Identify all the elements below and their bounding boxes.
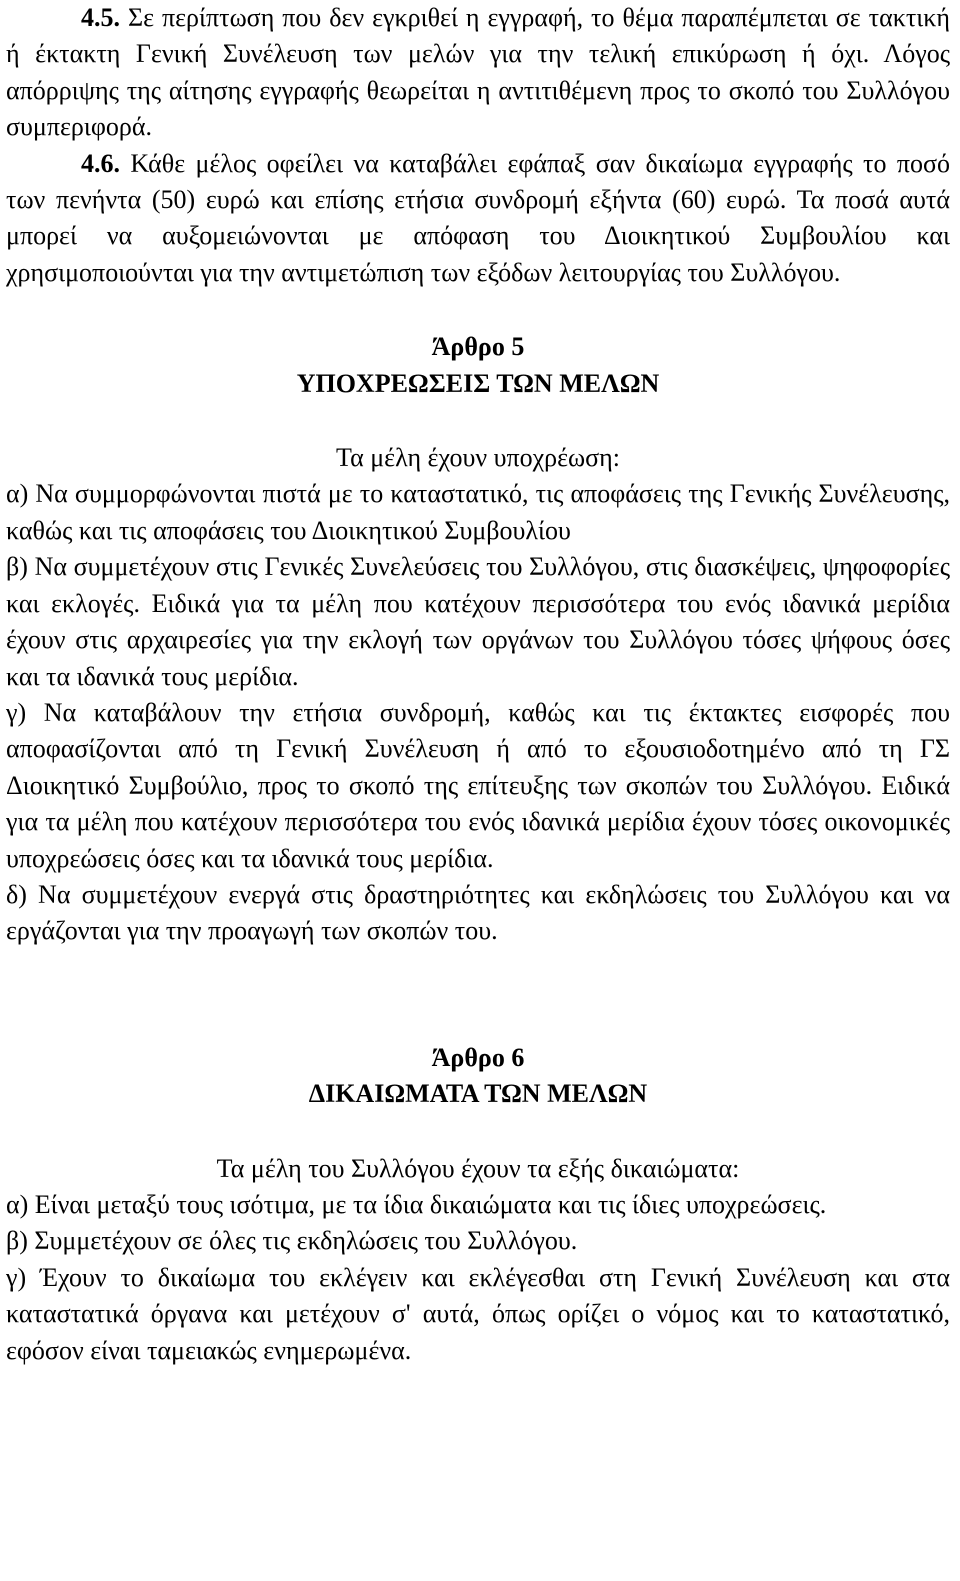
spacer [6,950,950,1040]
spacer [6,1113,950,1151]
paragraph-number: 4.5. [81,3,120,32]
document-page [6,0,950,1369]
paragraph-number: 4.6. [81,148,120,178]
article-6-item-b: β) Συμμετέχουν σε όλες τις εκδηλώσεις του Συλλόγου. [6,1226,578,1256]
article-5-item-a: α) Να συμμορφώνονται πιστά με το καταστατικό, τις αποφάσεις της Γενικής Συνέλευσης, καθώς και τις αποφάσεις του Διοικητικού Συμβουλίου [6,479,950,545]
article-5-number: Άρθρο 5 [431,332,525,362]
paragraph-4-6 [6,146,950,292]
spacer [6,402,950,440]
article-5-item-c: γ) Να καταβάλουν την ετήσια συνδρομή, καθώς και τις έκτακτες εισφορές που αποφασίζονται από τη Γενική Συνέλευση ή από το εξουσιοδοτημένο από τη ΓΣ Διοικητικό Συμβούλιο, προς το σκοπό της επίτευξης των σκοπών του Συλλόγου. Ειδικά για τα μέλη που κατέχουν περισσότερα του ενός ιδανικά μερίδια έχουν τόσες οικονομικές υποχρεώσεις όσες και τα ιδανικά τους μερίδια. [6,697,950,873]
article-6-item-c: γ) Έχουν το δικαίωμα του εκλέγειν και εκλέγεσθαι στη Γενική Συνέλευση και στα καταστατικά όργανα και μετέχουν σ' αυτά, όπως ορίζει ο νόμος και το καταστατικό, εφόσον είναι ταμειακώς ενημερωμένα. [6,1262,950,1365]
article-6-intro: Τα μέλη του Συλλόγου έχουν τα εξής δικαιώματα: [216,1153,740,1183]
paragraph-text: Κάθε μέλος οφείλει να καταβάλει εφάπαξ σαν δικαίωμα εγγραφής το ποσό των πενήντα (50) ευρώ και επίσης ετήσια συνδρομή εξήντα (60) ευρώ. Τα ποσά αυτά μπορεί να αυξομειώνονται με απόφαση του Διοικητικού Συμβουλίου και χρησιμοποιούνται για την αντιμετώπιση των εξόδων λειτουργίας του Συλλόγου. [6,148,950,287]
article-6-title: ΔΙΚΑΙΩΜΑΤΑ ΤΩΝ ΜΕΛΩΝ [308,1079,648,1109]
article-6-number: Άρθρο 6 [431,1042,525,1072]
paragraph-text: Σε περίπτωση που δεν εγκριθεί η εγγραφή, το θέμα παραπέμπεται σε τακτική ή έκτακτη Γενική Συνέλευση των μελών για την τελική επικύρωση ή όχι. Λόγος απόρριψης της αίτησης εγγραφής θεωρείται η αντιτιθέμενη προς το σκοπό του Συλλόγου συμπεριφορά. [6,3,950,142]
paragraph-4-5 [6,0,950,146]
article-5-item-b: β) Να συμμετέχουν στις Γενικές Συνελεύσεις του Συλλόγου, στις διασκέψεις, ψηφοφορίες και εκλογές. Ειδικά για τα μέλη που κατέχουν περισσότερα του ενός ιδανικά μερίδια έχουν στις αρχαιρεσίες για την εκλογή των οργάνων του Συλλόγου τόσες ψήφους όσες και τα ιδανικά τους μερίδια. [6,552,950,691]
spacer [6,291,950,329]
article-5-item-d: δ) Να συμμετέχουν ενεργά στις δραστηριότητες και εκδηλώσεις του Συλλόγου και να εργάζονται για την προαγωγή των σκοπών του. [6,879,950,946]
article-6-item-a: α) Είναι μεταξύ τους ισότιμα, με τα ίδια δικαιώματα και τις ίδιες υποχρεώσεις. [6,1189,827,1219]
article-5-intro: Τα μέλη έχουν υποχρέωση: [336,443,620,473]
article-5-title: ΥΠΟΧΡΕΩΣΕΙΣ ΤΩΝ ΜΕΛΩΝ [296,368,660,398]
